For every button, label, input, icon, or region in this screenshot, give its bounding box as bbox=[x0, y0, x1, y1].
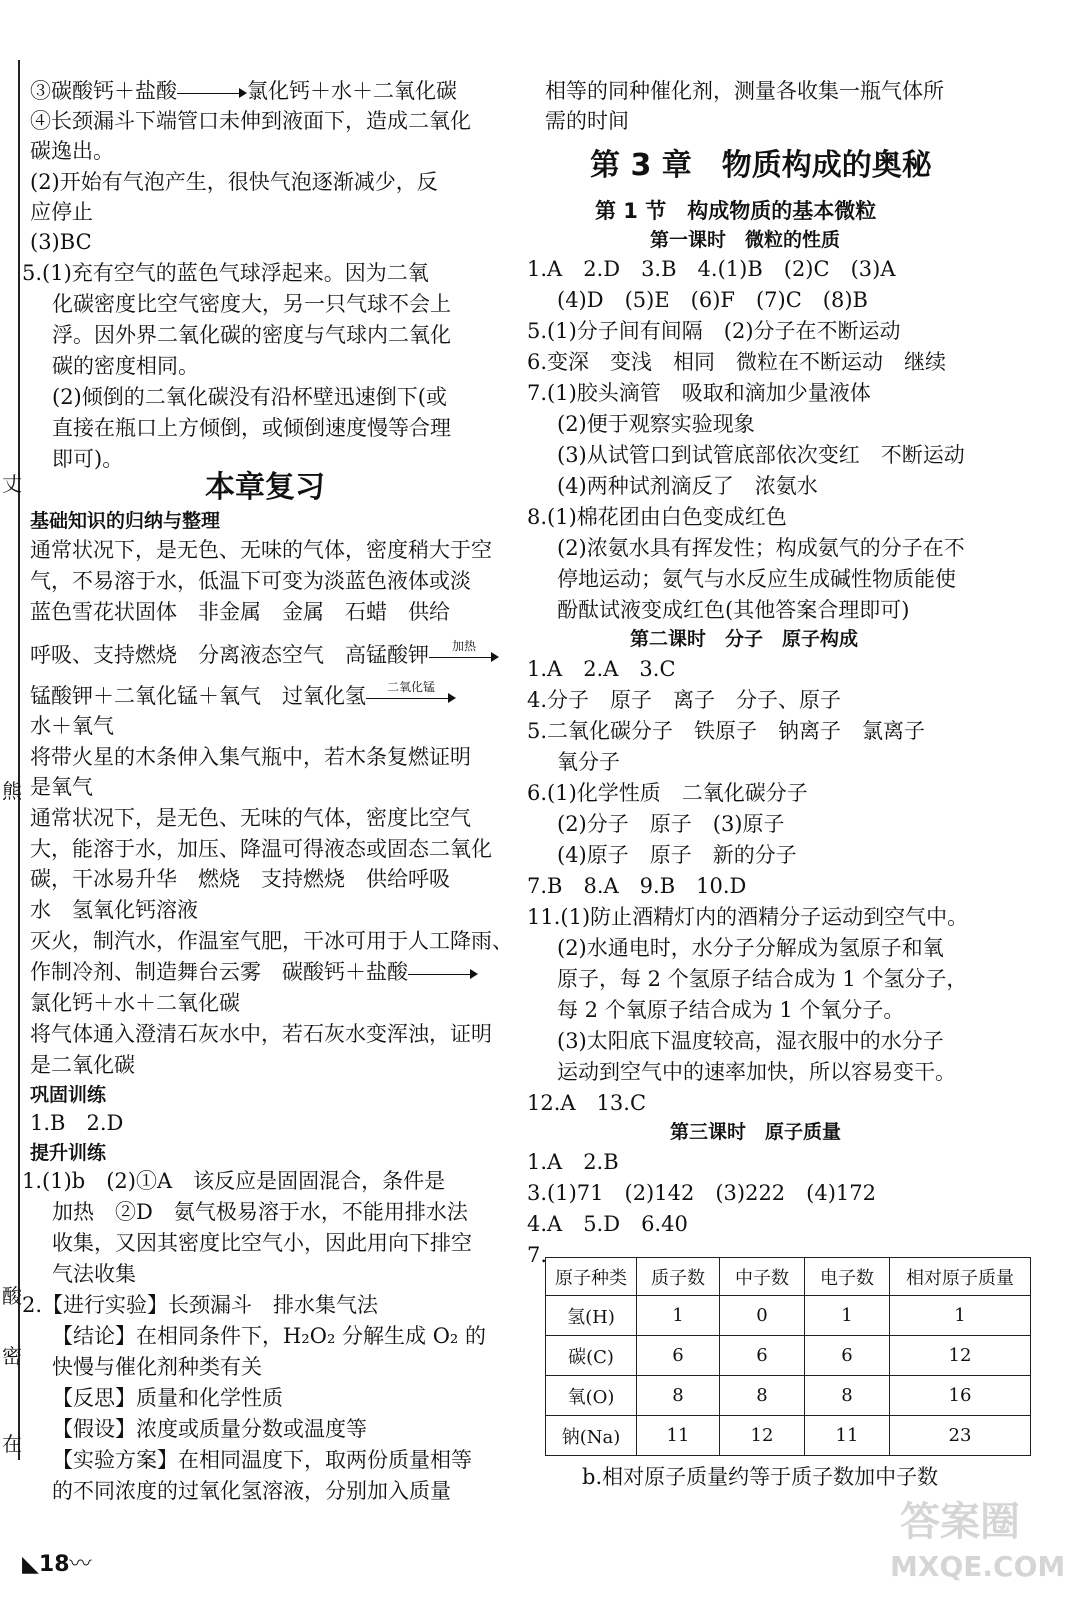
page-number: ◣18〰 bbox=[22, 1552, 92, 1577]
reaction-arrow bbox=[408, 964, 478, 984]
table-cell: 钠(Na) bbox=[546, 1416, 637, 1456]
lesson2-line: (2)分子 原子 (3)原子 bbox=[557, 812, 785, 836]
answer-line: 需的时间 bbox=[545, 109, 629, 133]
table-header: 中子数 bbox=[720, 1258, 805, 1296]
atom-table bbox=[545, 1257, 1031, 1456]
answer-line: 浮。因外界二氧化碳的密度与气球内二氧化 bbox=[52, 323, 451, 347]
lesson-title: 第三课时 原子质量 bbox=[670, 1121, 842, 1143]
answer-line: ③碳酸钙＋盐酸 氯化钙＋水＋二氧化碳 bbox=[30, 79, 457, 103]
tisheng-line: 快慢与催化剂种类有关 bbox=[52, 1355, 262, 1379]
lesson1-line: 8.(1)棉花团由白色变成红色 bbox=[527, 505, 787, 529]
watermark-url: MXQE.COM bbox=[890, 1550, 1066, 1583]
lesson2-line: 1.A 2.A 3.C bbox=[527, 657, 676, 681]
lesson2-line: 每 2 个氧原子结合成为 1 个氧分子。 bbox=[557, 998, 905, 1022]
table-header-row bbox=[546, 1258, 1031, 1296]
lesson1-line: 5.(1)分子间有间隔 (2)分子在不断运动 bbox=[527, 319, 901, 343]
table-cell: 12 bbox=[890, 1336, 1031, 1376]
tisheng-line: 的不同浓度的过氧化氢溶液，分别加入质量 bbox=[52, 1479, 451, 1503]
table-cell: 0 bbox=[720, 1296, 805, 1336]
margin-rule bbox=[18, 60, 20, 1460]
table-header: 质子数 bbox=[637, 1258, 720, 1296]
lesson1-line: (4)D (5)E (6)F (7)C (8)B bbox=[557, 288, 868, 312]
table-row bbox=[546, 1336, 1031, 1376]
section-title: 第 1 节 构成物质的基本微粒 bbox=[595, 199, 877, 223]
reaction-arrow: 加热 bbox=[429, 647, 499, 667]
answer-line: 应停止 bbox=[30, 200, 93, 224]
answer-line: (2)倾倒的二氧化碳没有沿杯壁迅速倒下(或 bbox=[52, 385, 447, 409]
margin-char: 密 bbox=[2, 1344, 22, 1368]
lesson2-line: 原子，每 2 个氢原子结合成为 1 个氢分子， bbox=[557, 967, 968, 991]
gonggu-title: 巩固训练 bbox=[30, 1084, 107, 1106]
table-cell: 8 bbox=[637, 1376, 720, 1416]
lesson1-line: 停地运动；氨气与水反应生成碱性物质能使 bbox=[557, 567, 956, 591]
table-cell: 6 bbox=[637, 1336, 720, 1376]
table-cell: 8 bbox=[720, 1376, 805, 1416]
review-line: 蓝色雪花状固体 非金属 金属 石蜡 供给 bbox=[30, 600, 450, 624]
lesson2-line: 运动到空气中的速率加快，所以容易变干。 bbox=[557, 1060, 956, 1084]
tisheng-line: 2.【进行实验】长颈漏斗 排水集气法 bbox=[22, 1293, 379, 1317]
lesson3-line: 1.A 2.B bbox=[527, 1150, 619, 1174]
answer-line: 即可)。 bbox=[52, 447, 124, 471]
review-subtitle: 基础知识的归纳与整理 bbox=[30, 510, 221, 532]
lesson1-line: (3)从试管口到试管底部依次变红 不断运动 bbox=[557, 443, 965, 467]
review-title: 本章复习 bbox=[205, 470, 325, 505]
table-cell: 6 bbox=[805, 1336, 890, 1376]
lesson-title: 第一课时 微粒的性质 bbox=[650, 229, 841, 251]
table-cell: 6 bbox=[720, 1336, 805, 1376]
lesson2-line: (3)太阳底下温度较高，湿衣服中的水分子 bbox=[557, 1029, 944, 1053]
lesson1-line: (4)两种试剂滴反了 浓氨水 bbox=[557, 474, 818, 498]
table-cell: 23 bbox=[890, 1416, 1031, 1456]
table-cell: 氧(O) bbox=[546, 1376, 637, 1416]
table-cell: 11 bbox=[637, 1416, 720, 1456]
lesson2-line: (4)原子 原子 新的分子 bbox=[557, 843, 797, 867]
lesson1-line: 7.(1)胶头滴管 吸取和滴加少量液体 bbox=[527, 381, 871, 405]
review-line: 是氧气 bbox=[30, 775, 93, 799]
reaction-arrow bbox=[177, 83, 247, 103]
lesson3-line: 4.A 5.D 6.40 bbox=[527, 1212, 688, 1236]
answer-line: 5.(1)充有空气的蓝色气球浮起来。因为二氧 bbox=[22, 261, 429, 285]
lesson2-line: 6.(1)化学性质 二氧化碳分子 bbox=[527, 781, 808, 805]
lesson3-line: 7. bbox=[527, 1243, 548, 1267]
review-line: 大，能溶于水，加压、降温可得液态或固态二氧化 bbox=[30, 837, 492, 861]
answer-line: 直接在瓶口上方倾倒，或倾倒速度慢等合理 bbox=[52, 416, 451, 440]
lesson2-line: 氧分子 bbox=[557, 750, 620, 774]
review-line: 呼吸、支持燃烧 分离液态空气 高锰酸钾 加热 bbox=[30, 640, 499, 670]
lesson1-line: 1.A 2.D 3.B 4.(1)B (2)C (3)A bbox=[527, 257, 896, 281]
table-header: 相对原子质量 bbox=[890, 1258, 1031, 1296]
table-row bbox=[546, 1376, 1031, 1416]
lesson2-line: 11.(1)防止酒精灯内的酒精分子运动到空气中。 bbox=[527, 905, 969, 929]
swoosh-icon: 〰 bbox=[69, 1552, 92, 1577]
tisheng-line: 【实验方案】在相同温度下，取两份质量相等 bbox=[52, 1448, 472, 1472]
review-line: 气，不易溶于水，低温下可变为淡蓝色液体或淡 bbox=[30, 569, 471, 593]
review-line: 将带火星的木条伸入集气瓶中，若木条复燃证明 bbox=[30, 745, 471, 769]
table-cell: 1 bbox=[890, 1296, 1031, 1336]
margin-char: 丈 bbox=[2, 472, 22, 496]
tisheng-line: 收集，又因其密度比空气小，因此用向下排空 bbox=[52, 1231, 472, 1255]
page-corner-icon: ◣ bbox=[22, 1552, 39, 1577]
reaction-arrow: 二氧化锰 bbox=[366, 688, 456, 708]
table-cell: 碳(C) bbox=[546, 1336, 637, 1376]
lesson2-line: (2)水通电时，水分子分解成为氢原子和氧 bbox=[557, 936, 944, 960]
review-line: 水＋氧气 bbox=[30, 714, 114, 738]
review-line: 通常状况下，是无色、无味的气体，密度稍大于空 bbox=[30, 538, 492, 562]
tisheng-title: 提升训练 bbox=[30, 1142, 107, 1164]
review-line: 是二氧化碳 bbox=[30, 1053, 135, 1077]
review-line: 通常状况下，是无色、无味的气体，密度比空气 bbox=[30, 806, 471, 830]
table-cell: 8 bbox=[805, 1376, 890, 1416]
table-cell: 1 bbox=[637, 1296, 720, 1336]
review-line: 碳，干冰易升华 燃烧 支持燃烧 供给呼吸 bbox=[30, 867, 450, 891]
tisheng-line: 【反思】质量和化学性质 bbox=[52, 1386, 283, 1410]
answer-line: 碳的密度相同。 bbox=[52, 354, 199, 378]
lesson-title: 第二课时 分子 原子构成 bbox=[630, 628, 859, 650]
answer-line: (3)BC bbox=[30, 230, 92, 254]
table-cell: 12 bbox=[720, 1416, 805, 1456]
table-cell: 16 bbox=[890, 1376, 1031, 1416]
tisheng-line: 【假设】浓度或质量分数或温度等 bbox=[52, 1417, 367, 1441]
tisheng-line: 气法收集 bbox=[52, 1262, 136, 1286]
lesson2-line: 5.二氧化碳分子 铁原子 钠离子 氯离子 bbox=[527, 719, 926, 743]
review-line: 作制冷剂、制造舞台云雾 碳酸钙＋盐酸 bbox=[30, 957, 478, 987]
lesson2-line: 12.A 13.C bbox=[527, 1091, 647, 1115]
lesson1-line: (2)便于观察实验现象 bbox=[557, 412, 755, 436]
watermark-logo bbox=[890, 1490, 1070, 1590]
table-header: 电子数 bbox=[805, 1258, 890, 1296]
review-line: 水 氢氧化钙溶液 bbox=[30, 898, 198, 922]
lesson1-line: (2)浓氨水具有挥发性；构成氨气的分子在不 bbox=[557, 536, 965, 560]
tisheng-line: 加热 ②D 氨气极易溶于水，不能用排水法 bbox=[52, 1200, 468, 1224]
margin-char: 在 bbox=[2, 1432, 22, 1456]
review-line: 氯化钙＋水＋二氧化碳 bbox=[30, 991, 240, 1015]
answer-line: 相等的同种催化剂，测量各收集一瓶气体所 bbox=[545, 79, 944, 103]
answer-line: 碳逸出。 bbox=[30, 139, 114, 163]
table-cell: 1 bbox=[805, 1296, 890, 1336]
table-cell: 11 bbox=[805, 1416, 890, 1456]
table-note: b.相对原子质量约等于质子数加中子数 bbox=[582, 1465, 939, 1489]
lesson3-line: 3.(1)71 (2)142 (3)222 (4)172 bbox=[527, 1181, 876, 1205]
review-line: 将气体通入澄清石灰水中，若石灰水变浑浊，证明 bbox=[30, 1022, 492, 1046]
lesson2-line: 4.分子 原子 离子 分子、原子 bbox=[527, 688, 842, 712]
review-line: 锰酸钾＋二氧化锰＋氧气 过氧化氢 二氧化锰 bbox=[30, 681, 456, 711]
lesson1-line: 6.变深 变浅 相同 微粒在不断运动 继续 bbox=[527, 350, 947, 374]
answer-line: (2)开始有气泡产生，很快气泡逐渐减少，反 bbox=[30, 170, 438, 194]
gonggu-answer: 1.B 2.D bbox=[30, 1111, 124, 1135]
table-row bbox=[546, 1416, 1031, 1456]
review-line: 灭火，制汽水，作温室气肥，干冰可用于人工降雨、 bbox=[30, 929, 513, 953]
watermark-title: 答案圈 bbox=[900, 1498, 1020, 1545]
table-cell: 氢(H) bbox=[546, 1296, 637, 1336]
tisheng-line: 【结论】在相同条件下，H₂O₂ 分解生成 O₂ 的 bbox=[52, 1324, 487, 1348]
margin-char: 酸 bbox=[2, 1284, 22, 1308]
answer-line: ④长颈漏斗下端管口未伸到液面下，造成二氧化 bbox=[30, 109, 471, 133]
lesson1-line: 酚酞试液变成红色(其他答案合理即可) bbox=[557, 598, 910, 622]
answer-line: 化碳密度比空气密度大，另一只气球不会上 bbox=[52, 292, 451, 316]
chapter-title: 第 3 章 物质构成的奥秘 bbox=[590, 148, 932, 183]
table-header: 原子种类 bbox=[546, 1258, 637, 1296]
margin-char: 熊 bbox=[2, 779, 22, 803]
tisheng-line: 1.(1)b (2)①A 该反应是固固混合，条件是 bbox=[22, 1169, 446, 1193]
lesson2-line: 7.B 8.A 9.B 10.D bbox=[527, 874, 747, 898]
table-row bbox=[546, 1296, 1031, 1336]
